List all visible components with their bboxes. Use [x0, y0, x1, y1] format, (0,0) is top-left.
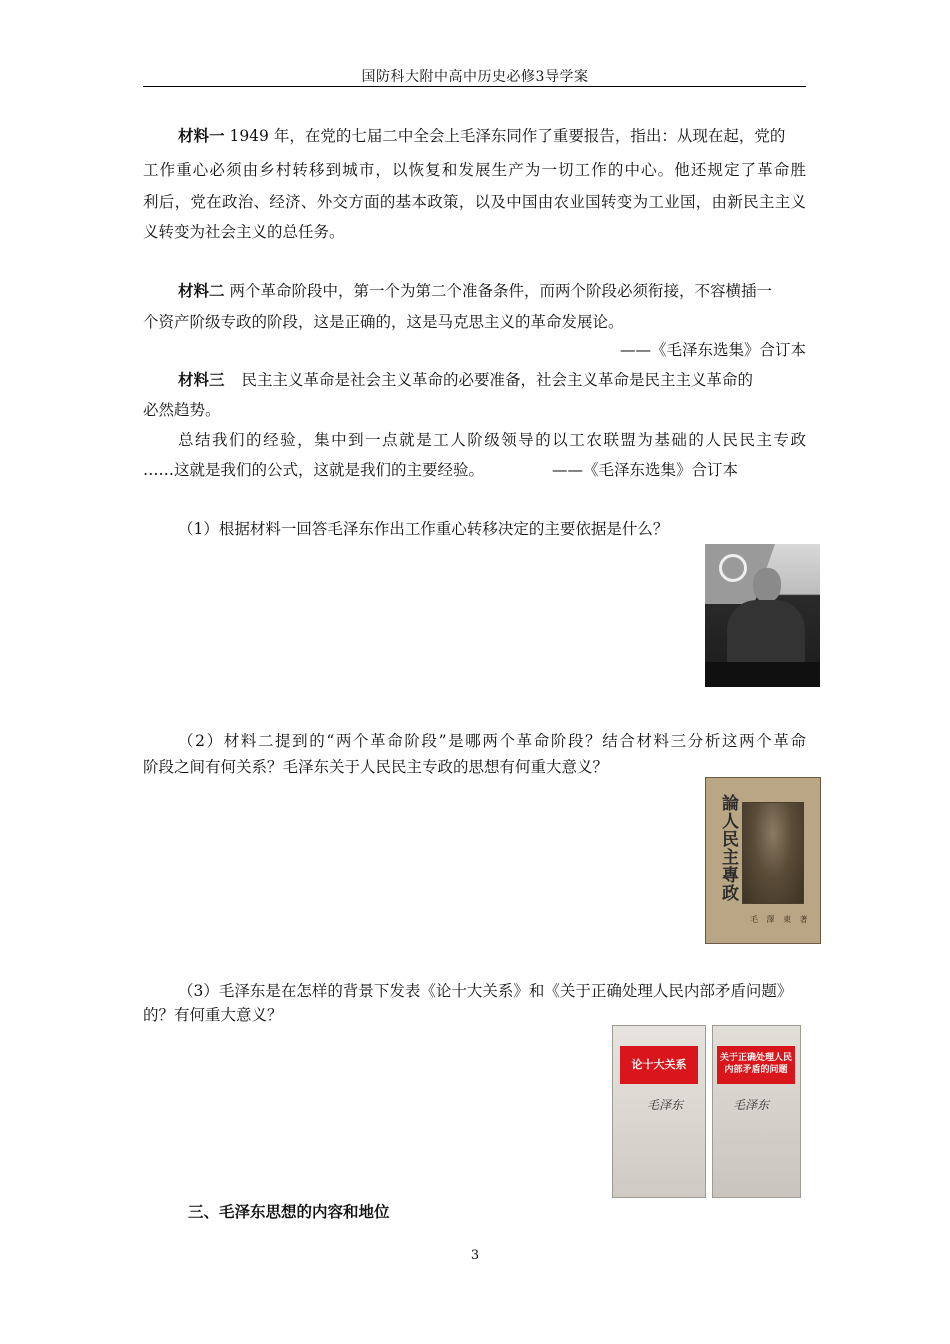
book1-title: 論人民主專政: [718, 794, 738, 902]
podium-desk: [705, 662, 820, 687]
material1-line2: 工作重心必须由乡村转移到城市，以恢复和发展生产为一切工作的中心。他还规定了革命胜: [143, 161, 806, 179]
section-3-title: 三、毛泽东思想的内容和地位: [188, 1203, 390, 1221]
material3-line2: 必然趋势。: [143, 401, 221, 419]
question-3-line2: 的？有何重大意义？: [143, 1006, 283, 1024]
material3-para2-line2: ……这就是我们的公式，这就是我们的主要经验。: [143, 461, 485, 479]
question-1: （1）根据材料一回答毛泽东作出工作重心转移决定的主要依据是什么？: [178, 520, 669, 538]
mao-speech-photo: [705, 544, 820, 687]
book-cover-people-democratic-dictatorship: [705, 777, 821, 944]
book3-title: 关于正确处理人民内部矛盾的问题: [717, 1046, 795, 1084]
question-2-line1: （2）材料二提到的“两个革命阶段”是哪两个革命阶段？结合材料三分析这两个革命: [178, 732, 806, 750]
header-rule: [143, 86, 806, 87]
page-number: 3: [470, 1248, 480, 1263]
book1-author: 毛 澤 東 著: [750, 915, 811, 924]
material1-line3: 利后，党在政治、经济、外交方面的基本政策，以及中国由农业国转变为工业国，由新民主主义: [143, 193, 806, 211]
material3-line1: [178, 370, 753, 390]
emblem-icon: [719, 554, 747, 582]
portrait-body: [727, 600, 805, 670]
portrait-head: [753, 568, 781, 602]
book2-signature: 毛泽东: [647, 1098, 684, 1112]
material1-label: 材料一: [178, 127, 225, 145]
page-header: 国防科大附中高中历史必修3导学案: [361, 69, 589, 85]
material1-line1: [178, 126, 785, 146]
book1-portrait: [742, 802, 804, 904]
material2-line2: 个资产阶级专政的阶段，这是正确的，这是马克思主义的革命发展论。: [143, 313, 624, 331]
material1-text1: 1949 年，在党的七届二中全会上毛泽东同作了重要报告，指出：从现在起，党的: [229, 127, 786, 145]
question-3-line1: （3）毛泽东是在怎样的背景下发表《论十大关系》和《关于正确处理人民内部矛盾问题》: [178, 982, 793, 1000]
book-cover-ten-relationships: [612, 1025, 706, 1198]
book3-signature: 毛泽东: [733, 1098, 770, 1112]
material3-source: ——《毛泽东选集》合订本: [552, 461, 739, 479]
material3-para2-line1: 总结我们的经验，集中到一点就是工人阶级领导的以工农联盟为基础的人民民主专政: [178, 431, 806, 449]
material3-label: 材料三: [178, 371, 225, 389]
book2-title: 论十大关系: [620, 1046, 698, 1084]
material2-source: ——《毛泽东选集》合订本: [619, 341, 806, 359]
material1-line4: 义转变为社会主义的总任务。: [143, 223, 345, 241]
book-cover-contradictions-among-people: [712, 1025, 801, 1198]
material2-label: 材料二: [178, 282, 225, 300]
material2-line1: [178, 281, 772, 301]
material2-text1: 两个革命阶段中，第一个为第二个准备条件，而两个阶段必须衔接，不容横插一: [229, 282, 772, 300]
question-2-line2: 阶段之间有何关系？毛泽东关于人民民主专政的思想有何重大意义？: [143, 758, 609, 776]
material3-text1: 民主主义革命是社会主义革命的必要准备，社会主义革命是民主主义革命的: [241, 371, 753, 389]
